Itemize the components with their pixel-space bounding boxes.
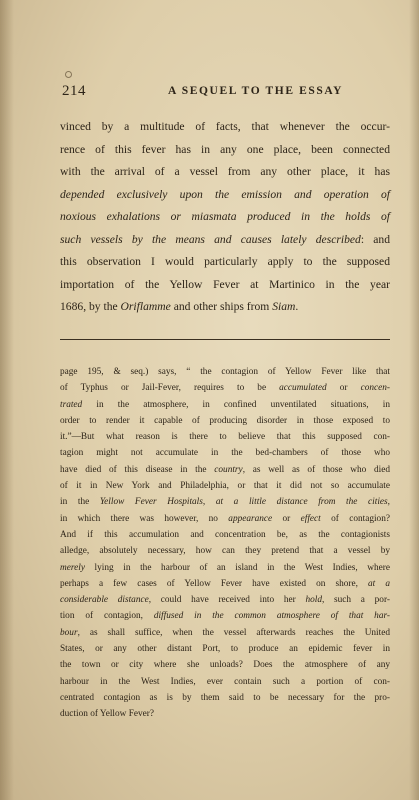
note-line <box>60 364 390 380</box>
italic-span: hold <box>305 595 322 606</box>
text-span: duction of Yellow Fever? <box>60 709 154 720</box>
text-line <box>60 206 390 229</box>
note-line <box>60 511 390 527</box>
text-span: this observation I would particularly apply to the supposed <box>60 255 390 268</box>
text-span: the town or city where she unloads? Does the atmosphere of any <box>60 660 390 671</box>
footnote-divider <box>60 339 390 340</box>
footnote <box>60 364 390 723</box>
note-line <box>60 560 390 576</box>
italic-span: Siam <box>272 300 296 313</box>
note-line <box>60 625 390 641</box>
note-line <box>60 429 390 445</box>
text-span: : and <box>360 232 390 246</box>
note-line <box>60 543 390 559</box>
italic-span: concen- <box>360 383 390 394</box>
text-line <box>60 229 390 252</box>
note-line <box>60 478 390 494</box>
note-line <box>60 397 390 413</box>
note-line <box>60 674 390 690</box>
running-title: A SEQUEL TO THE ESSAY <box>168 85 344 97</box>
italic-span: such vessels by the means and causes lately described <box>60 232 361 246</box>
text-span: of it in New York and Philadelphia, or that it did not so accumulate <box>60 481 390 492</box>
text-line <box>60 274 390 297</box>
text-span: And if this accumulation and concentration be, as the contagionists <box>60 529 390 540</box>
text-span: and other ships from <box>170 300 273 313</box>
note-line <box>60 494 390 510</box>
italic-span: appearance <box>228 513 273 524</box>
italic-span: noxious exhalations or miasmata produced in the holds of <box>60 210 390 223</box>
italic-span: bour <box>60 627 78 638</box>
note-line <box>60 413 390 429</box>
text-span: or <box>326 383 361 394</box>
italic-span: effect <box>300 513 321 524</box>
text-line <box>60 116 390 139</box>
text-span: in the <box>60 497 100 508</box>
italic-span: merely <box>60 562 85 573</box>
text-line <box>60 296 390 319</box>
text-span: perhaps a few cases of Yellow Fever have existed on shore, <box>60 578 369 589</box>
note-line <box>60 706 390 722</box>
italic-span: at a <box>368 578 390 589</box>
text-line <box>60 251 390 274</box>
text-span: , as well as of those who died <box>242 464 390 475</box>
text-span: alledge, absolutely necessary, how can they pretend that a vessel by <box>60 546 390 557</box>
page-number: 214 <box>62 83 86 99</box>
text-span: harbour in the West Indies, ever contain such a portion of con- <box>60 676 390 687</box>
text-span: it.”—But what reason is there to believe that this supposed con- <box>60 432 390 443</box>
italic-span: Yellow Fever Hospitals, at a little distance from the cities, <box>99 497 390 508</box>
text-span: or <box>272 513 301 524</box>
page-edge-shadow <box>409 0 419 800</box>
text-span: in the atmosphere, in confined unventilated situations, in <box>82 399 390 410</box>
note-line <box>60 690 390 706</box>
main-paragraph <box>60 116 390 319</box>
text-span: importation of the Yellow Fever at Martinico in the year <box>60 277 390 291</box>
italic-span: depended exclusively upon the emission and operation of <box>60 187 390 201</box>
note-line <box>60 657 390 673</box>
text-span: centrated contagion as is by them said to be necessary for the pro- <box>60 692 390 703</box>
text-span: have died of this disease in the <box>60 464 215 475</box>
text-line <box>60 184 390 207</box>
text-span: , such a por- <box>321 595 390 606</box>
text-span: vinced by a multitude of facts, that whenever the occur- <box>60 120 390 133</box>
text-line <box>60 161 390 184</box>
italic-span: country <box>214 464 243 475</box>
text-span: States, or any other distant Port, to produce an epidemic fever in <box>60 644 390 655</box>
italic-span: trated <box>60 399 83 410</box>
note-line <box>60 592 390 608</box>
text-span: page 195, & seq.) says, “ the contagion of Yellow Fever like that <box>60 367 390 377</box>
text-span: . <box>295 300 299 313</box>
text-span: tagion might not accumulate in the bed-chambers of those who <box>60 448 390 459</box>
text-span: , as shall suffice, when the vessel afterwards reaches the United <box>77 627 390 638</box>
ring-mark <box>65 71 72 78</box>
note-line <box>60 641 390 657</box>
text-span: in which there was however, no <box>60 513 229 524</box>
text-span: of contagion? <box>320 513 390 524</box>
text-span: lying in the harbour of an island in the West Indies, where <box>84 562 390 573</box>
note-line <box>60 380 390 396</box>
note-line <box>60 608 390 624</box>
italic-span: Oriflamme <box>120 300 171 313</box>
italic-span: considerable distance <box>60 595 149 606</box>
italic-span: diffused in the common atmosphere of that har- <box>153 611 390 622</box>
text-span: of Typhus or Jail-Fever, requires to be <box>60 383 280 394</box>
note-line <box>60 576 390 592</box>
text-span: tion of contagion, <box>60 611 154 622</box>
page-gutter-shadow <box>0 0 14 800</box>
text-line <box>60 139 390 162</box>
text-span: , could have received into her <box>148 595 306 606</box>
text-span: order to render it capable of producing disorder in those exposed to <box>60 415 390 426</box>
text-span: 1686, by the <box>60 300 121 313</box>
note-line <box>60 527 390 543</box>
note-line <box>60 445 390 461</box>
text-span: rence of this fever has in any one place, been connected <box>60 142 390 156</box>
text-span: with the arrival of a vessel from any other place, it has <box>60 165 390 178</box>
page-header <box>62 83 362 101</box>
italic-span: accumulated <box>279 383 327 394</box>
note-line <box>60 462 390 478</box>
